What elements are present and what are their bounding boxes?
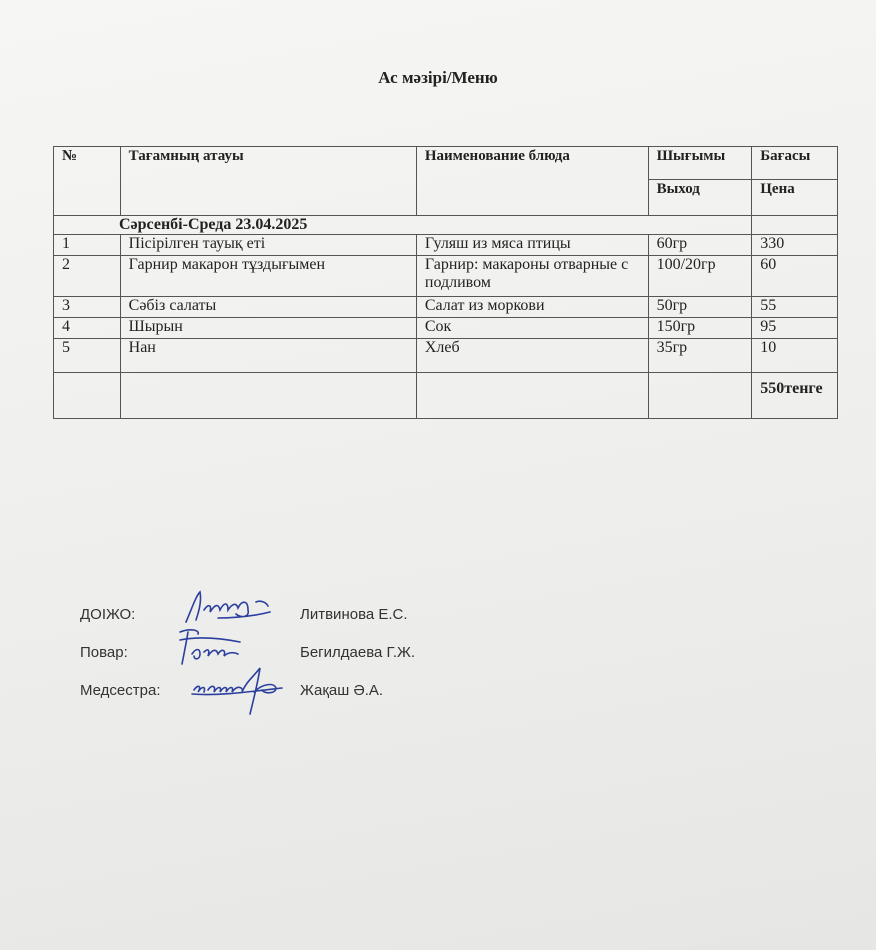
row-name-kz: Шырын: [120, 318, 416, 339]
menu-table: [53, 146, 838, 419]
table-row: [54, 235, 838, 256]
row-name-kz: Гарнир макарон тұздығымен: [120, 256, 416, 297]
row-name-ru: Хлеб: [416, 339, 648, 373]
row-output: 150гр: [648, 318, 752, 339]
header-output-kz: Шығымы: [648, 147, 752, 180]
row-name-kz: Пісірілген тауық еті: [120, 235, 416, 256]
row-output: 50гр: [648, 297, 752, 318]
signature-block: [80, 606, 580, 720]
row-num: 4: [54, 318, 121, 339]
table-row: [54, 339, 838, 373]
table-row: [54, 256, 838, 297]
row-name-ru: Гарнир: макароны отварные с подливом: [416, 256, 648, 297]
header-name-kz: Тағамның атауы: [120, 147, 416, 216]
row-price: 10: [752, 339, 838, 373]
table-row: [54, 297, 838, 318]
row-num: 1: [54, 235, 121, 256]
header-num: №: [54, 147, 121, 216]
table-header-row: [54, 147, 838, 180]
total-row: [54, 373, 838, 419]
header-price-ru: Цена: [752, 180, 838, 216]
signature-row: [80, 644, 580, 682]
signature-name: Жақаш Ә.А.: [300, 682, 384, 699]
header-name-ru: Наименование блюда: [416, 147, 648, 216]
row-output: 60гр: [648, 235, 752, 256]
header-price-kz: Бағасы: [752, 147, 838, 180]
row-price: 60: [752, 256, 838, 297]
row-price: 330: [752, 235, 838, 256]
signature-role: ДОІЖО:: [80, 606, 136, 623]
day-label: Сәрсенбі-Среда 23.04.2025: [54, 216, 752, 235]
total-empty-cell: [120, 373, 416, 419]
signature-row: [80, 682, 580, 720]
header-output-ru: Выход: [648, 180, 752, 216]
row-price: 95: [752, 318, 838, 339]
row-name-ru: Гуляш из мяса птицы: [416, 235, 648, 256]
signature-role: Повар:: [80, 644, 128, 661]
total-empty-cell: [54, 373, 121, 419]
row-price: 55: [752, 297, 838, 318]
total-empty-cell: [416, 373, 648, 419]
row-name-kz: Сәбіз салаты: [120, 297, 416, 318]
row-name-ru: Салат из моркови: [416, 297, 648, 318]
table-row: [54, 318, 838, 339]
row-name-kz: Нан: [120, 339, 416, 373]
page-title: Ас мәзірі/Меню: [378, 68, 498, 87]
signature-row: [80, 606, 580, 644]
row-num: 3: [54, 297, 121, 318]
total-empty-cell: [648, 373, 752, 419]
handwritten-signature-1: [178, 588, 278, 628]
signature-name: Литвинова Е.С.: [300, 606, 408, 623]
signature-name: Бегилдаева Г.Ж.: [300, 644, 416, 661]
signature-role: Медсестра:: [80, 682, 161, 699]
row-num: 2: [54, 256, 121, 297]
row-output: 35гр: [648, 339, 752, 373]
day-empty-cell: [752, 216, 838, 235]
row-output: 100/20гр: [648, 256, 752, 297]
row-num: 5: [54, 339, 121, 373]
day-row: [54, 216, 838, 235]
total-amount: 550тенге: [752, 373, 838, 419]
handwritten-signature-3: [188, 662, 288, 718]
row-name-ru: Сок: [416, 318, 648, 339]
